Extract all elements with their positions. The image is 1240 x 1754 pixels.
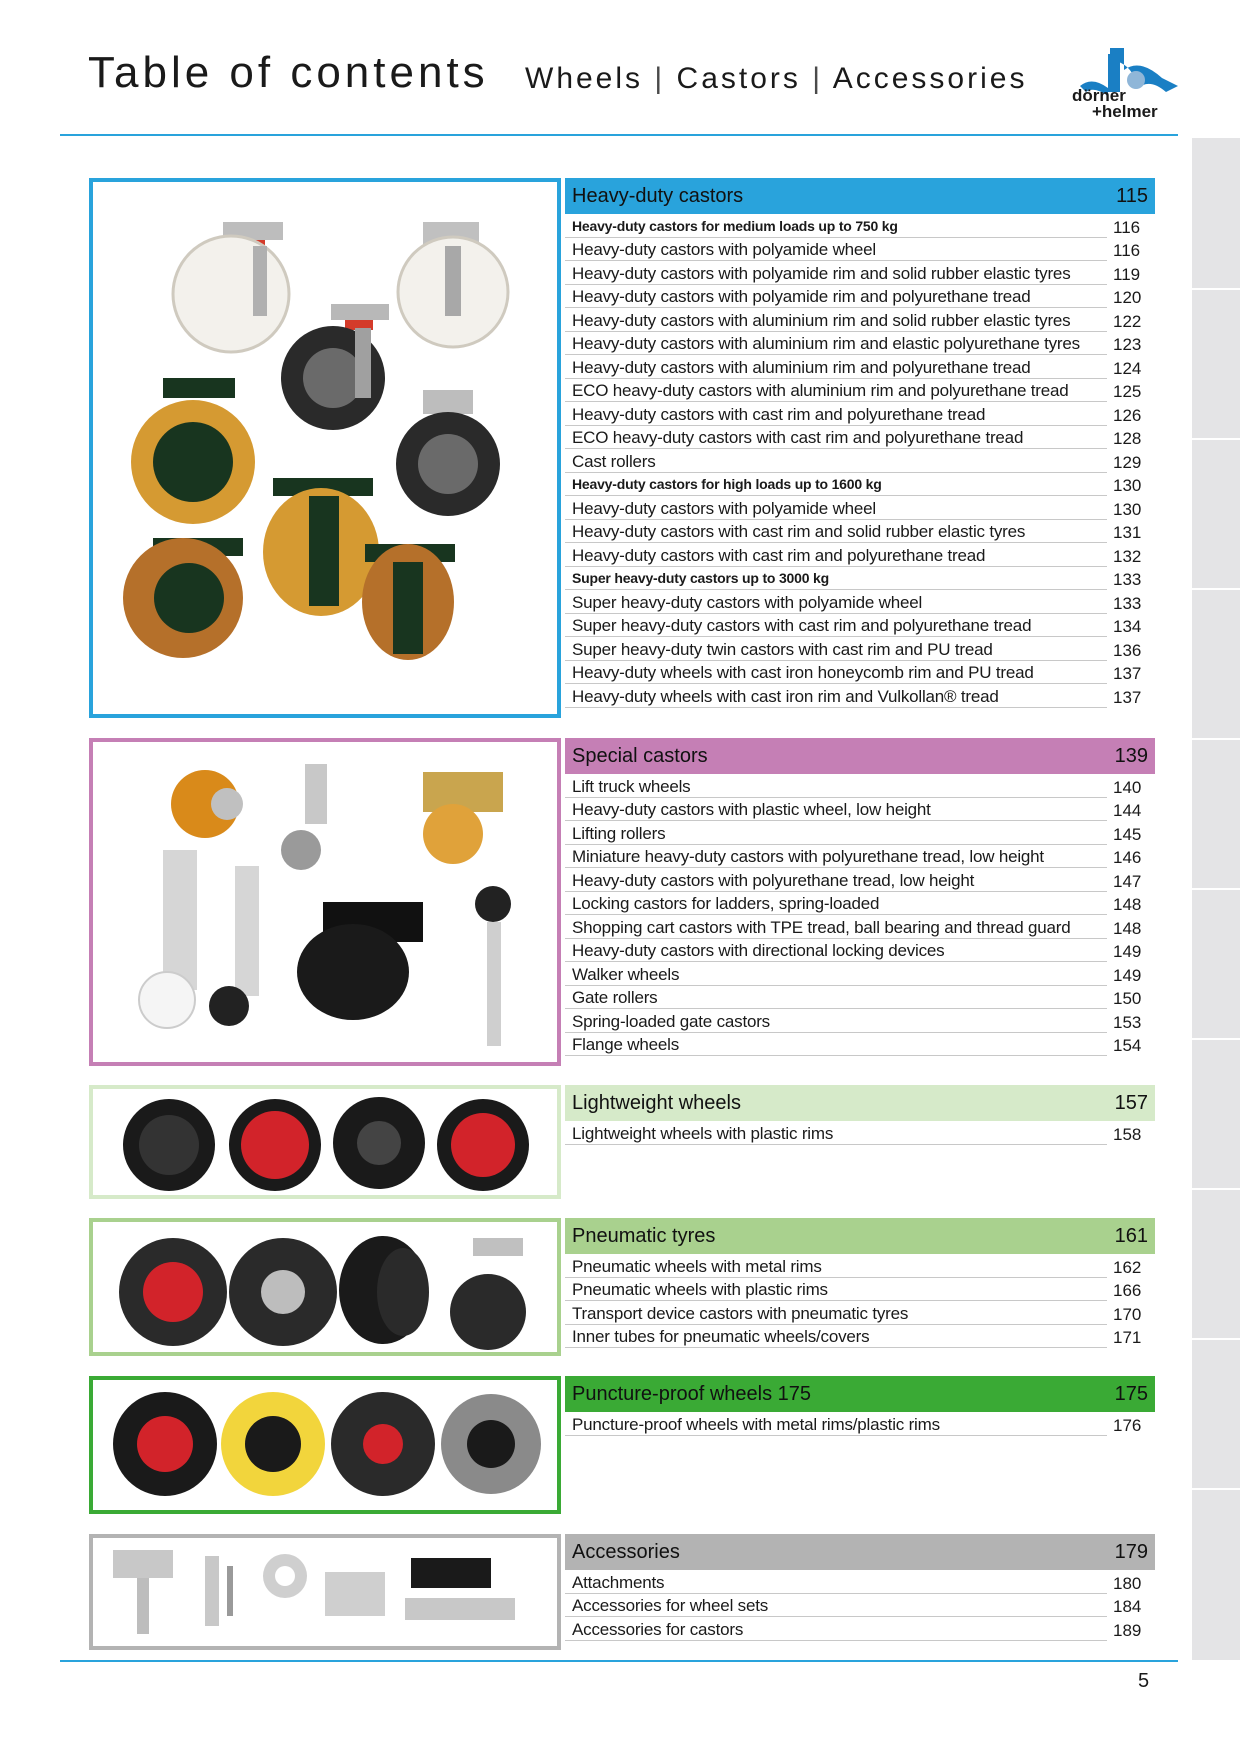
toc-entry-label: Lifting rollers [565,823,1107,845]
toc-entry-label: Heavy-duty castors with cast rim and polyurethane tread [565,404,1107,426]
toc-entry-label: Heavy-duty castors with aluminium rim and polyurethane tread [565,357,1107,379]
toc-entry-row[interactable] [565,1009,1155,1033]
toc-entry-page: 153 [1113,1012,1142,1032]
toc-entry-label: Accessories for castors [565,1619,1107,1641]
section-page: 175 [1114,1382,1148,1405]
toc-entry-page: 128 [1113,429,1142,448]
toc-entry-row[interactable] [565,1278,1155,1302]
toc-entry-label: Lightweight wheels with plastic rims [565,1123,1107,1145]
toc-entry-row[interactable] [565,1594,1155,1618]
page-title: Table of contents [88,48,489,97]
lightweight-wheels-image [89,1085,561,1199]
subtitle-separator: | [654,62,666,95]
toc-entry-label: Pneumatic wheels with plastic rims [565,1279,1107,1301]
section-title: Accessories [572,1540,680,1563]
section-page: 139 [1114,744,1148,767]
toc-entry-label: Heavy-duty wheels with cast iron rim and Vulkollan® tread [565,686,1107,708]
brand-logo-text [1072,88,1158,120]
heavy-duty-castors-list [565,178,1155,708]
toc-entry-row[interactable] [565,261,1155,285]
toc-entry-row[interactable] [565,1570,1155,1594]
toc-subheading-row[interactable] [565,473,1155,497]
toc-entry-label: Puncture-proof wheels with metal rims/plastic rims [565,1414,1107,1436]
toc-entry-page: 162 [1113,1257,1142,1277]
toc-entry-label: Heavy-duty castors for high loads up to 1600 kg [565,474,1107,496]
toc-entry-page: 136 [1113,640,1142,660]
toc-entry-label: Locking castors for ladders, spring-loaded [565,893,1107,915]
toc-entry-page: 144 [1113,801,1142,820]
toc-entry-row[interactable] [565,496,1155,520]
toc-entry-label: Walker wheels [565,964,1107,986]
toc-entry-page: 147 [1113,871,1142,891]
toc-entry-row[interactable] [565,402,1155,426]
toc-entry-page: 140 [1113,777,1142,797]
toc-entry-row[interactable] [565,1301,1155,1325]
toc-entry-row[interactable] [565,1325,1155,1349]
accessories-image [89,1534,561,1650]
section-header[interactable] [565,178,1155,214]
special-castors-image [89,738,561,1066]
toc-entry-row[interactable] [565,308,1155,332]
subtitle-accessories: Accessories [832,62,1028,95]
toc-entry-row[interactable] [565,1412,1155,1436]
toc-entry-label: Shopping cart castors with TPE tread, ball bearing and thread guard [565,917,1107,939]
logo-word-1: dörner [1072,86,1126,105]
special-castors-list [565,738,1155,1056]
toc-entry-page: 158 [1113,1124,1142,1144]
footer-rule [60,1660,1178,1662]
toc-entry-page: 134 [1113,617,1142,636]
toc-entry-row[interactable] [565,845,1155,869]
toc-entry-label: Spring-loaded gate castors [565,1011,1107,1033]
section-page: 157 [1114,1091,1148,1114]
toc-entry-page: 133 [1113,570,1142,589]
toc-entry-page: 166 [1113,1281,1142,1300]
toc-entry-page: 189 [1113,1620,1142,1640]
toc-entry-row[interactable] [565,1121,1155,1145]
accessories-list [565,1534,1155,1641]
toc-entry-page: 116 [1113,217,1141,237]
toc-entry-row[interactable] [565,426,1155,450]
toc-entry-label: Heavy-duty castors with plastic wheel, low height [565,799,1107,821]
toc-entry-label: Heavy-duty castors for medium loads up to 750 kg [565,216,1107,238]
subtitle-separator: | [812,62,824,95]
page-number: 5 [1138,1670,1150,1692]
toc-entry-page: 126 [1113,405,1142,425]
header-rule [60,134,1178,136]
section-title: Puncture-proof wheels 175 [572,1382,812,1405]
toc-entry-page: 122 [1113,311,1142,331]
toc-entry-label: Super heavy-duty castors with polyamide wheel [565,592,1107,614]
toc-entry-row[interactable] [565,543,1155,567]
toc-entry-label: Heavy-duty castors with polyamide wheel [565,498,1107,520]
section-header[interactable] [565,1085,1155,1121]
section-title: Lightweight wheels [572,1091,741,1114]
toc-entry-label: Super heavy-duty castors up to 3000 kg [565,568,1107,590]
toc-entry-label: Inner tubes for pneumatic wheels/covers [565,1326,1107,1348]
toc-entry-page: 124 [1113,358,1142,378]
toc-entry-row[interactable] [565,449,1155,473]
toc-entry-row[interactable] [565,238,1155,262]
toc-entry-row[interactable] [565,939,1155,963]
toc-entry-label: Heavy-duty castors with cast rim and polyurethane tread [565,545,1107,567]
toc-entry-row[interactable] [565,520,1155,544]
section-header[interactable] [565,1218,1155,1254]
toc-entry-page: 146 [1113,848,1142,867]
toc-entry-page: 130 [1113,476,1142,495]
toc-entry-label: ECO heavy-duty castors with cast rim and polyurethane tread [565,427,1107,449]
toc-subheading-row[interactable] [565,567,1155,591]
toc-entry-row[interactable] [565,1254,1155,1278]
section-title: Pneumatic tyres [572,1224,716,1247]
pneumatic-tyres-list [565,1218,1155,1348]
toc-entry-row[interactable] [565,1033,1155,1057]
side-tab-bar [1192,138,1240,1660]
toc-entry-page: 123 [1113,335,1142,354]
toc-entry-row[interactable] [565,1617,1155,1641]
toc-entry-label: Heavy-duty wheels with cast iron honeycomb rim and PU tread [565,662,1107,684]
toc-entry-label: Heavy-duty castors with polyamide wheel [565,239,1107,261]
toc-entry-label: ECO heavy-duty castors with aluminium rim and polyurethane tread [565,380,1107,402]
section-header[interactable] [565,1534,1155,1570]
page-subtitle [525,62,1027,96]
toc-entry-row[interactable] [565,614,1155,638]
toc-entry-label: Attachments [565,1572,1107,1594]
toc-entry-row[interactable] [565,637,1155,661]
toc-entry-row[interactable] [565,590,1155,614]
toc-entry-page: 137 [1113,687,1142,707]
toc-entry-row[interactable] [565,774,1155,798]
toc-entry-page: 137 [1113,664,1142,683]
toc-entry-label: Heavy-duty castors with polyamide rim and solid rubber elastic tyres [565,263,1107,285]
toc-entry-label: Lift truck wheels [565,776,1107,798]
toc-entry-page: 149 [1113,965,1142,985]
toc-entry-row[interactable] [565,798,1155,822]
toc-entry-page: 148 [1113,895,1142,914]
toc-entry-page: 133 [1113,593,1142,613]
toc-entry-page: 171 [1113,1328,1142,1347]
logo-word-2: +helmer [1092,102,1158,121]
toc-entry-label: Heavy-duty castors with cast rim and solid rubber elastic tyres [565,521,1107,543]
toc-entry-label: Super heavy-duty twin castors with cast rim and PU tread [565,639,1107,661]
subtitle-wheels: Wheels [525,62,644,95]
toc-entry-page: 154 [1113,1036,1142,1055]
toc-entry-page: 145 [1113,824,1142,844]
toc-entry-label: Flange wheels [565,1034,1107,1056]
toc-entry-row[interactable] [565,868,1155,892]
toc-entry-label: Heavy-duty castors with aluminium rim and elastic polyurethane tyres [565,333,1107,355]
toc-entry-page: 180 [1113,1573,1142,1593]
toc-entry-label: Cast rollers [565,451,1107,473]
toc-entry-page: 176 [1113,1415,1142,1435]
toc-entry-label: Accessories for wheel sets [565,1595,1107,1617]
toc-entry-row[interactable] [565,332,1155,356]
lightweight-wheels-list [565,1085,1155,1145]
toc-entry-page: 132 [1113,546,1142,566]
toc-entry-page: 129 [1113,452,1142,472]
toc-entry-page: 120 [1113,288,1142,307]
toc-entry-page: 184 [1113,1597,1142,1616]
heavy-duty-castors-image [89,178,561,718]
toc-entry-row[interactable] [565,355,1155,379]
section-title: Special castors [572,744,708,767]
section-page: 115 [1116,184,1148,207]
toc-entry-page: 149 [1113,942,1142,961]
toc-entry-label: Miniature heavy-duty castors with polyurethane tread, low height [565,846,1107,868]
puncture-proof-wheels-list [565,1376,1155,1436]
toc-entry-row[interactable] [565,379,1155,403]
section-page: 179 [1114,1540,1148,1563]
pneumatic-tyres-image [89,1218,561,1356]
toc-entry-page: 116 [1113,241,1141,260]
section-header[interactable] [565,738,1155,774]
toc-entry-label: Transport device castors with pneumatic tyres [565,1303,1107,1325]
toc-entry-page: 130 [1113,499,1142,519]
toc-entry-label: Heavy-duty castors with polyurethane tread, low height [565,870,1107,892]
toc-entry-page: 131 [1113,523,1142,542]
toc-entry-row[interactable] [565,986,1155,1010]
section-header[interactable] [565,1376,1155,1412]
toc-entry-row[interactable] [565,892,1155,916]
toc-entry-label: Heavy-duty castors with polyamide rim and polyurethane tread [565,286,1107,308]
toc-entry-page: 150 [1113,989,1142,1008]
puncture-proof-wheels-image [89,1376,561,1514]
toc-entry-label: Super heavy-duty castors with cast rim and polyurethane tread [565,615,1107,637]
subtitle-castors: Castors [676,62,801,95]
toc-entry-page: 170 [1113,1304,1142,1324]
toc-entry-page: 125 [1113,382,1142,401]
toc-entry-label: Gate rollers [565,987,1107,1009]
toc-subheading-row[interactable] [565,214,1155,238]
toc-entry-row[interactable] [565,661,1155,685]
section-page: 161 [1114,1224,1148,1247]
toc-entry-page: 119 [1113,264,1141,284]
section-title: Heavy-duty castors [572,184,744,207]
toc-entry-label: Pneumatic wheels with metal rims [565,1256,1107,1278]
toc-entry-page: 148 [1113,918,1142,938]
toc-entry-row[interactable] [565,821,1155,845]
toc-entry-label: Heavy-duty castors with aluminium rim and solid rubber elastic tyres [565,310,1107,332]
toc-entry-row[interactable] [565,684,1155,708]
toc-entry-label: Heavy-duty castors with directional locking devices [565,940,1107,962]
toc-entry-row[interactable] [565,915,1155,939]
toc-entry-row[interactable] [565,962,1155,986]
toc-entry-row[interactable] [565,285,1155,309]
